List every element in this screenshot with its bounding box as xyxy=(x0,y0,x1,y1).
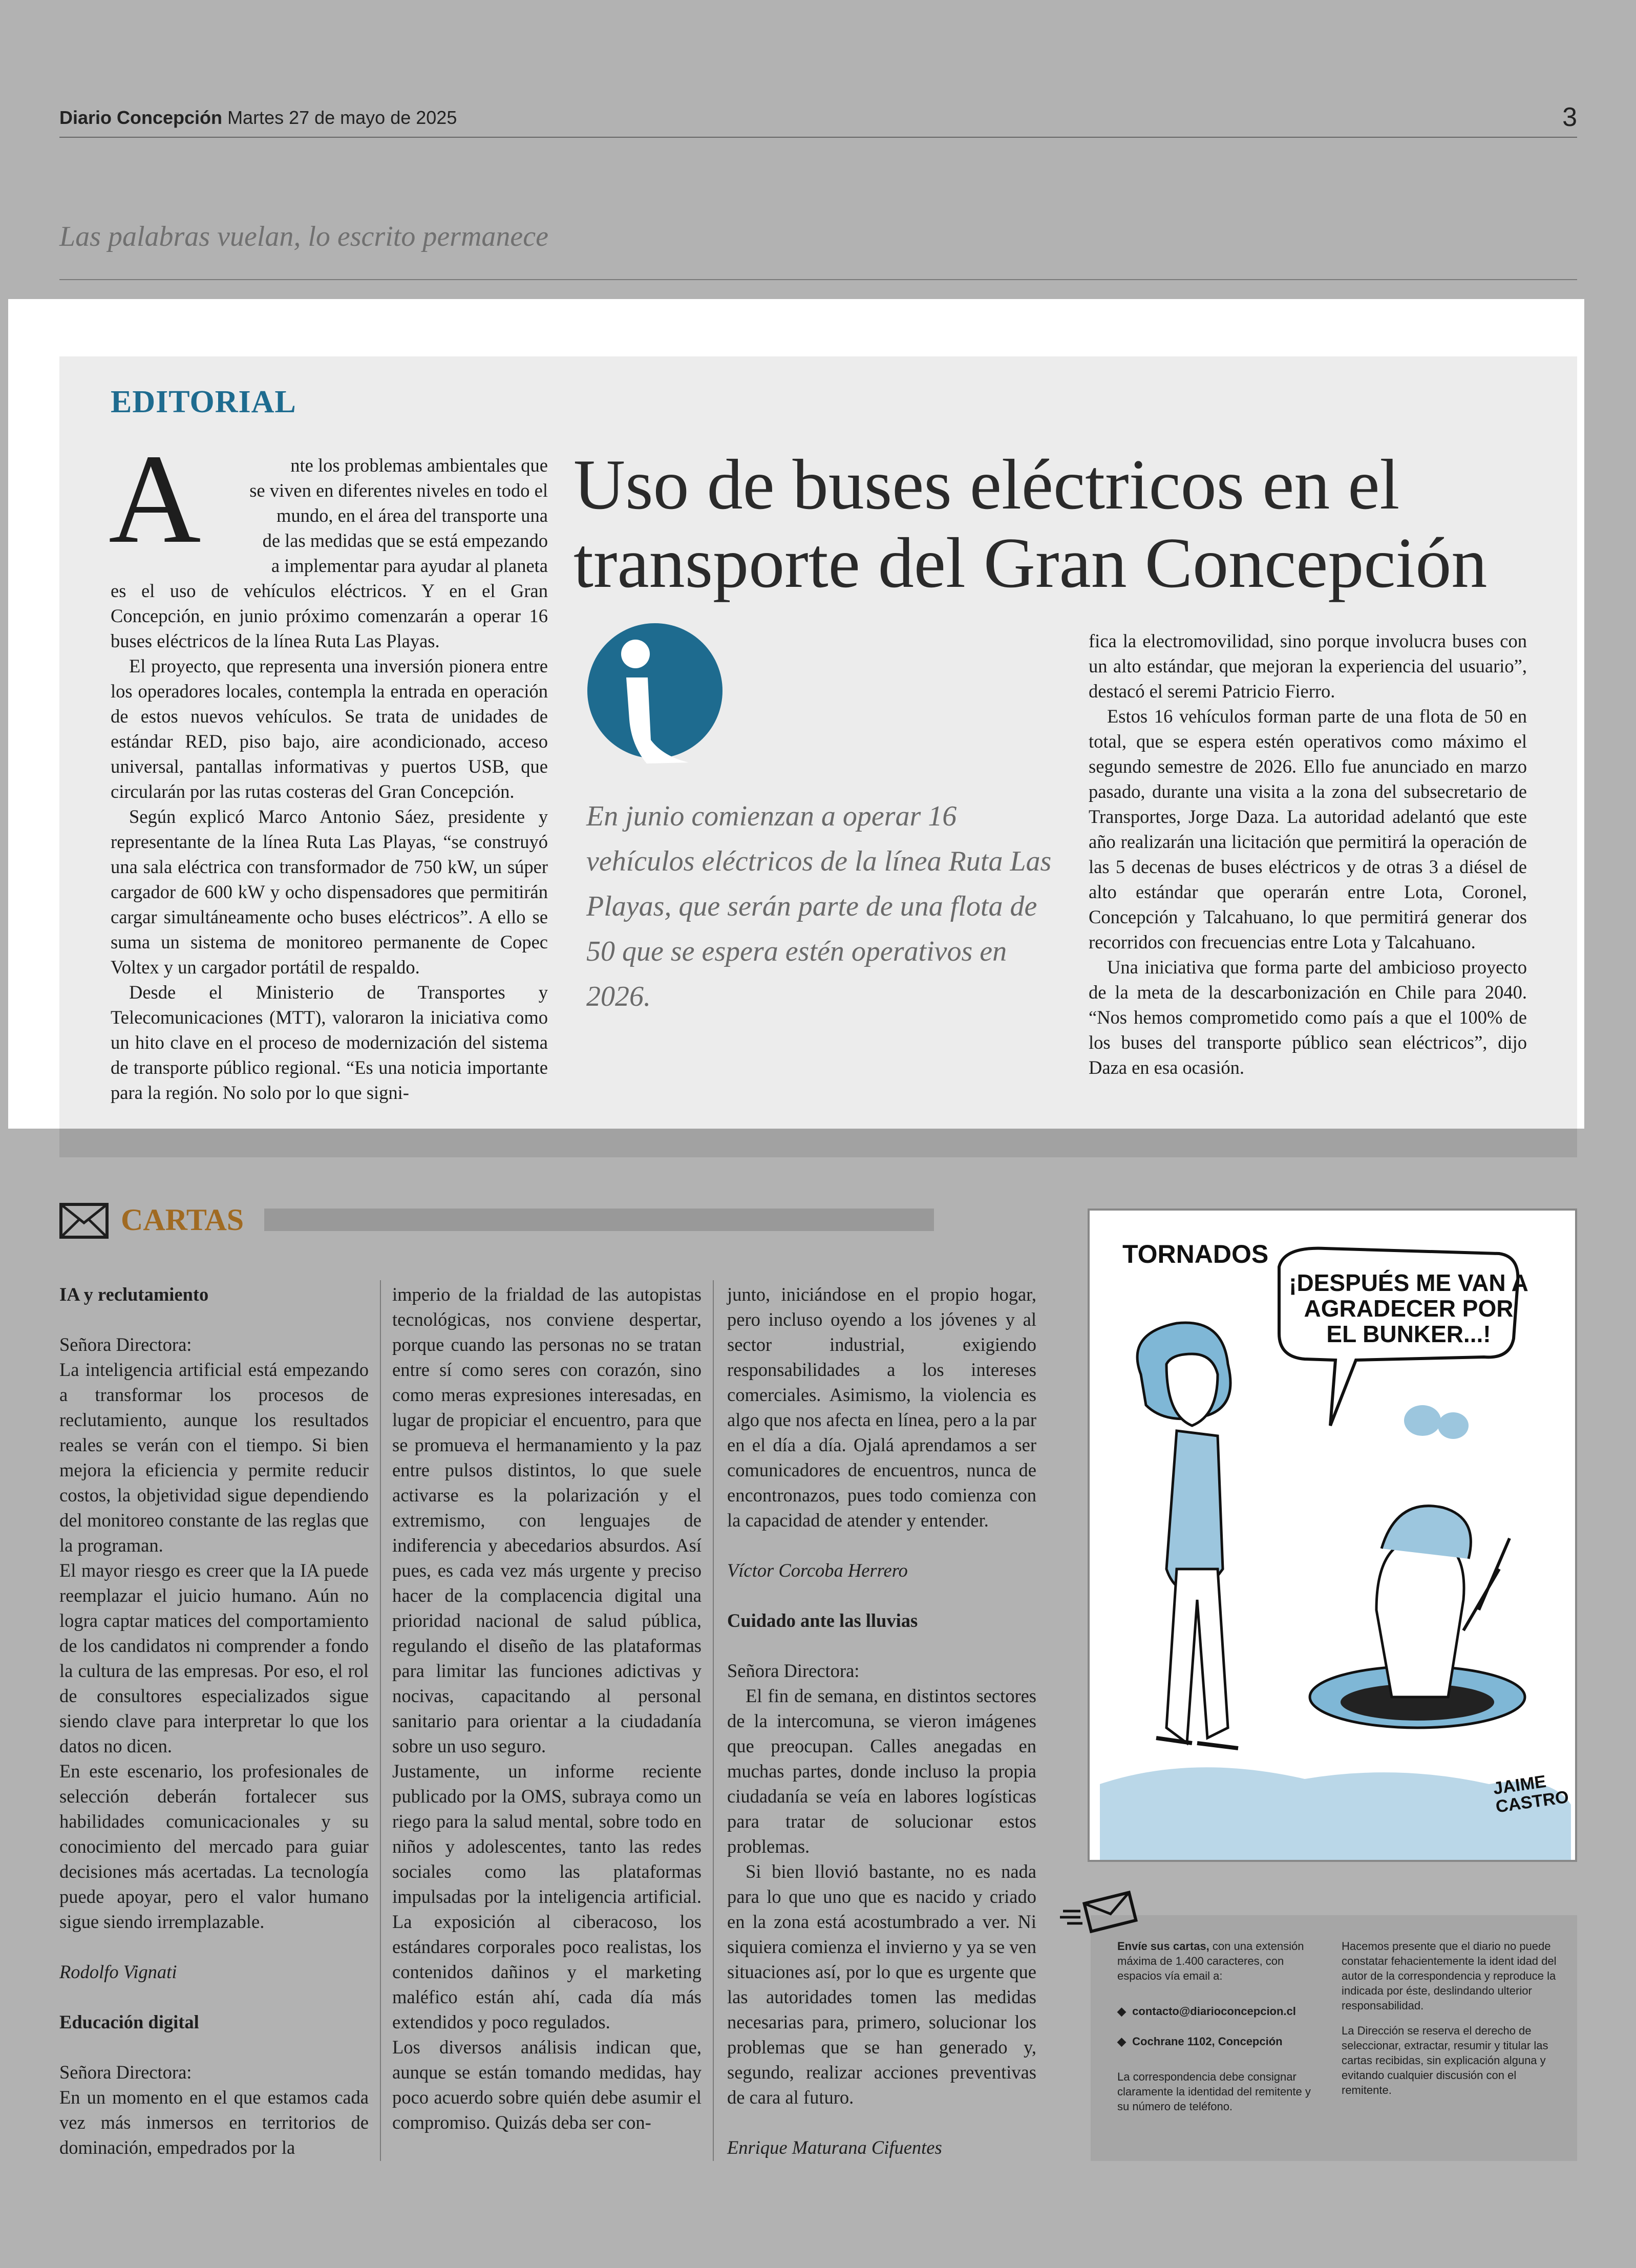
letters-column-1 xyxy=(59,1282,369,2160)
paragraph: Una iniciativa que forma parte del ambicioso proyecto de la meta de la descarbonización en Chile para 2040. “Nos hemos comprometido como país a que el 100% de los buses del transporte público sean eléctricos”, dijo Daza en esa ocasión. xyxy=(1089,957,1527,1078)
cartoon xyxy=(1088,1209,1577,1862)
contact-note: La correspondencia debe consignar claramente la identidad del remitente y su número de teléfono. xyxy=(1117,2070,1311,2113)
disclaimer-note: La Dirección se reserva el derecho de seleccionar, extractar, resumir y titular las cartas recibidas, sin explicación alguna y evitando cualquier discusión con el remitente. xyxy=(1342,2024,1548,2096)
contact-address: Cochrane 1102, Concepción xyxy=(1132,2035,1283,2048)
paragraph: El proyecto, que representa una inversión pionera entre los operadores locales, contempla la entrada en operación de estos nuevos vehículos. Se trata de unidades de estándar RED, piso bajo, aire acondicionado, acceso universal, pantallas informativas y puertos USB, que circularán por las rutas costeras del Gran Concepción. xyxy=(111,655,548,802)
contact-disclaimer xyxy=(1342,1939,1557,2097)
salutation: Señora Directora: xyxy=(59,2062,192,2083)
paragraph: El fin de semana, en distintos sectores de la intercomuna, se vieron imágenes que preocupan. Calles anegadas en muchas partes, donde incluso la propia ciudadanía se veía en labores logísticas para tratar de solucionar estos problemas. xyxy=(727,1685,1036,1857)
column-divider xyxy=(380,1280,381,2161)
editorial-headline: Uso de buses eléctricos en el transporte del Gran Concepción xyxy=(573,445,1488,603)
lead-line: se viven en diferentes niveles en todo el xyxy=(249,480,548,501)
cartas-title: CARTAS xyxy=(121,1203,244,1237)
drop-cap: A xyxy=(109,428,201,570)
contact-intro: con una extensión máxima de 1.400 caracteres, con espacios vía email a: xyxy=(1117,1940,1304,1982)
speech-bubble-text: ¡DESPUÉS ME VAN A AGRADECER POR EL BUNKER...! xyxy=(1289,1269,1528,1347)
lead-line: de las medidas que se está empezando xyxy=(262,530,548,551)
paragraph: es el uso de vehículos eléctricos. Y en el Gran Concepción, en junio próximo comenzarán a operar 16 buses eléctricos de la línea Ruta Las Playas. xyxy=(111,580,548,651)
paragraph: El mayor riesgo es creer que la IA puede reemplazar el juicio humano. Aún no logra captar matices del comportamiento de los candidatos ni comprender a fondo la cultura de las empresas. Por eso, el rol de consultores especializados sigue siendo clave para interpretar lo que los datos no dicen. xyxy=(59,1560,369,1756)
letter-signature: Enrique Maturana Cifuentes xyxy=(727,2137,942,2158)
paragraph: Los diversos análisis indican que, aunque se están tomando medidas, hay poco acuerdo sobre quién debe asumir el compromiso. Quizás deba ser con- xyxy=(392,2037,702,2133)
divider xyxy=(59,279,1577,280)
editorial-column-1 xyxy=(111,578,548,1105)
salutation: Señora Directora: xyxy=(59,1334,192,1355)
info-icon xyxy=(586,622,724,767)
paragraph: En un momento en el que estamos cada vez más inmersos en territorios de dominación, empedrados por la xyxy=(59,2087,369,2158)
header-masthead xyxy=(59,107,457,129)
page-number: 3 xyxy=(1562,102,1577,132)
editorial-column-3 xyxy=(1089,628,1527,1080)
paragraph: fica la electromovilidad, sino porque involucra buses con un alto estándar, que mejoran la experiencia del usuario”, destacó el seremi Patricio Fierro. xyxy=(1089,630,1527,702)
lead-line: a implementar para ayudar al planeta xyxy=(271,555,548,576)
salutation: Señora Directora: xyxy=(727,1660,860,1681)
paragraph: Desde el Ministerio de Transportes y Telecomunicaciones (MTT), valoraron la iniciativa como un hito clave en el proceso de modernización del sistema de transporte público regional. “Es una noticia importante para la región. No solo por lo que signi- xyxy=(111,982,548,1103)
letters-column-3 xyxy=(727,1282,1036,2160)
paragraph: En este escenario, los profesionales de selección deberán fortalecer sus habilidades comunicacionales y su conocimiento del mercado para guiar decisiones más acertadas. La tecnología puede apoyar, pero el valor humano sigue siendo irremplazable. xyxy=(59,1761,369,1932)
envelope-icon xyxy=(59,1202,109,1239)
letter-heading: IA y reclutamiento xyxy=(59,1284,209,1305)
paragraph: Si bien llovió bastante, no es nada para lo que uno que es nacido y criado en la zona está acostumbrado a ver. Ni siquiera comienza el invierno y ya se ven situaciones así, por lo que es urgente que las autoridades tomen las medidas necesarias para, primero, solucionar los problemas que se han generado y, segundo, realizar acciones preventivas de cara al futuro. xyxy=(727,1861,1036,2108)
contact-intro-bold: Envíe sus cartas, xyxy=(1117,1940,1209,1953)
paragraph: Justamente, un informe reciente publicado por la OMS, subraya como un riego para la salud mental, sobre todo en niños y adolescentes, tanto las redes sociales como las plataformas impulsadas por la inteligencia artificial. La exposición al ciberacoso, los estándares corporales poco realistas, los contenidos dañinos y el marketing maléfico están ahí, cada día más extendidos y poco regulados. xyxy=(392,1761,702,2032)
letter-heading: Cuidado ante las lluvias xyxy=(727,1610,918,1631)
cartoon-title: TORNADOS xyxy=(1122,1240,1269,1268)
lead-line: mundo, en el área del transporte una xyxy=(276,505,548,526)
editorial-lead-lines xyxy=(229,453,548,578)
editorial-deck: En junio comienzan a operar 16 vehículos eléctricos de la línea Ruta Las Playas, que serán parte de una flota de 50 que se espera estén operativos en 2026. xyxy=(586,800,1052,1012)
paragraph: Según explicó Marco Antonio Sáez, presidente y representante de la línea Ruta Las Playas, “se construyó una sala eléctrica con transformador de 750 kW, un súper cargador de 600 kW y ocho dispensadores que permitirán cargar simultáneamente ocho buses eléctricos”. A ello se suma un sistema de monitoreo permanente de Copec Voltex y un cargador portátil de respaldo. xyxy=(111,806,548,978)
paragraph: imperio de la frialdad de las autopistas tecnológicas, nos conviene despertar, porque cuando las personas no se tratan entre sí como seres con corazón, sino como meras expresiones interesadas, en lugar de propiciar el encuentro, para que se promueva el hermanamiento y la paz entre pulsos distintos, lo que suele activarse es la polarización y el extremismo, con lenguajes de indiferencia y abecedarios absurdos. Así pues, es cada vez más urgente y preciso hacer de la complacencia digital una prioridad nacional de salud pública, regulando el diseño de las plataformas para limitar las funciones adictivas y nocivas, capacitando al personal sanitario para orientar a la ciudadanía sobre un uso seguro. xyxy=(392,1284,702,1756)
disclaimer-note: Hacemos presente que el diario no puede constatar fehacientemente la ident idad del autor de la correspondencia y reproduce la indicada por éste, deslindando ulterior responsabilidad. xyxy=(1342,1940,1557,2012)
section-motto: Las palabras vuelan, lo escrito permanece xyxy=(59,221,548,252)
cartoon-signature: JAIME CASTRO xyxy=(1492,1771,1570,1817)
contact-info: Envíe sus cartas, con una extensión máxima de 1.400 caracteres, con espacios vía email a: ◆ contacto@diarioconcepcion.cl ◆ Cochrane 1102, Concepción La correspondencia debe consignar claramente la identidad del remitente y su número de teléfono. xyxy=(1117,1939,1322,2114)
page-header xyxy=(59,102,1577,138)
letter-signature: Rodolfo Vignati xyxy=(59,1961,177,1982)
newspaper-name: Diario Concepción xyxy=(59,107,223,128)
editorial-label: EDITORIAL xyxy=(111,385,296,419)
letters-column-2 xyxy=(392,1282,702,2135)
issue-date: Martes 27 de mayo de 2025 xyxy=(227,107,457,128)
letter-signature: Víctor Corcoba Herrero xyxy=(727,1560,908,1581)
letter-heading: Educación digital xyxy=(59,2011,199,2032)
mail-send-icon xyxy=(1058,1884,1140,1936)
paragraph: La inteligencia artificial está empezando a transformar los procesos de reclutamiento, aunque los resultados reales se verán con el tiempo. Si bien mejora la eficiencia y permite reducir costos, la objetividad sigue dependiendo del monitoreo constante de las reglas que la programan. xyxy=(59,1359,369,1556)
cartas-title-bar xyxy=(264,1209,934,1231)
contact-box xyxy=(1091,1915,1577,2161)
paragraph: Estos 16 vehículos forman parte de una flota de 50 en total, que se espera estén operativos como máximo el segundo semestre de 2026. Ello fue anunciado en marzo pasado, durante una visita a la zona del subsecretario de Transportes, Jorge Daza. La autoridad adelantó que este año realizarán una licitación que permitirá la operación de las 5 decenas de buses eléctricos y de otras 3 a diésel de alto estándar que operarán entre Lota, Coronel, Concepción y Talcahuano, lo que permitirá generar dos recorridos con frecuencias entre Lota y Talcahuano. xyxy=(1089,706,1527,952)
column-divider xyxy=(713,1280,714,2161)
lead-line: nte los problemas ambientales que xyxy=(290,455,548,476)
paragraph: junto, iniciándose en el propio hogar, pero incluso oyendo a los jóvenes y al sector industrial, exigiendo responsabilidades a los intereses comerciales. Asimismo, la violencia es algo que nos afecta en línea, pero a la par en el día a día. Ojalá aprendamos a ser comunicadores de encuentros, nunca de encontronazos, pues todo comienza con la capacidad de atender y entender. xyxy=(727,1284,1036,1531)
contact-email[interactable]: contacto@diarioconcepcion.cl xyxy=(1132,2005,1296,2018)
